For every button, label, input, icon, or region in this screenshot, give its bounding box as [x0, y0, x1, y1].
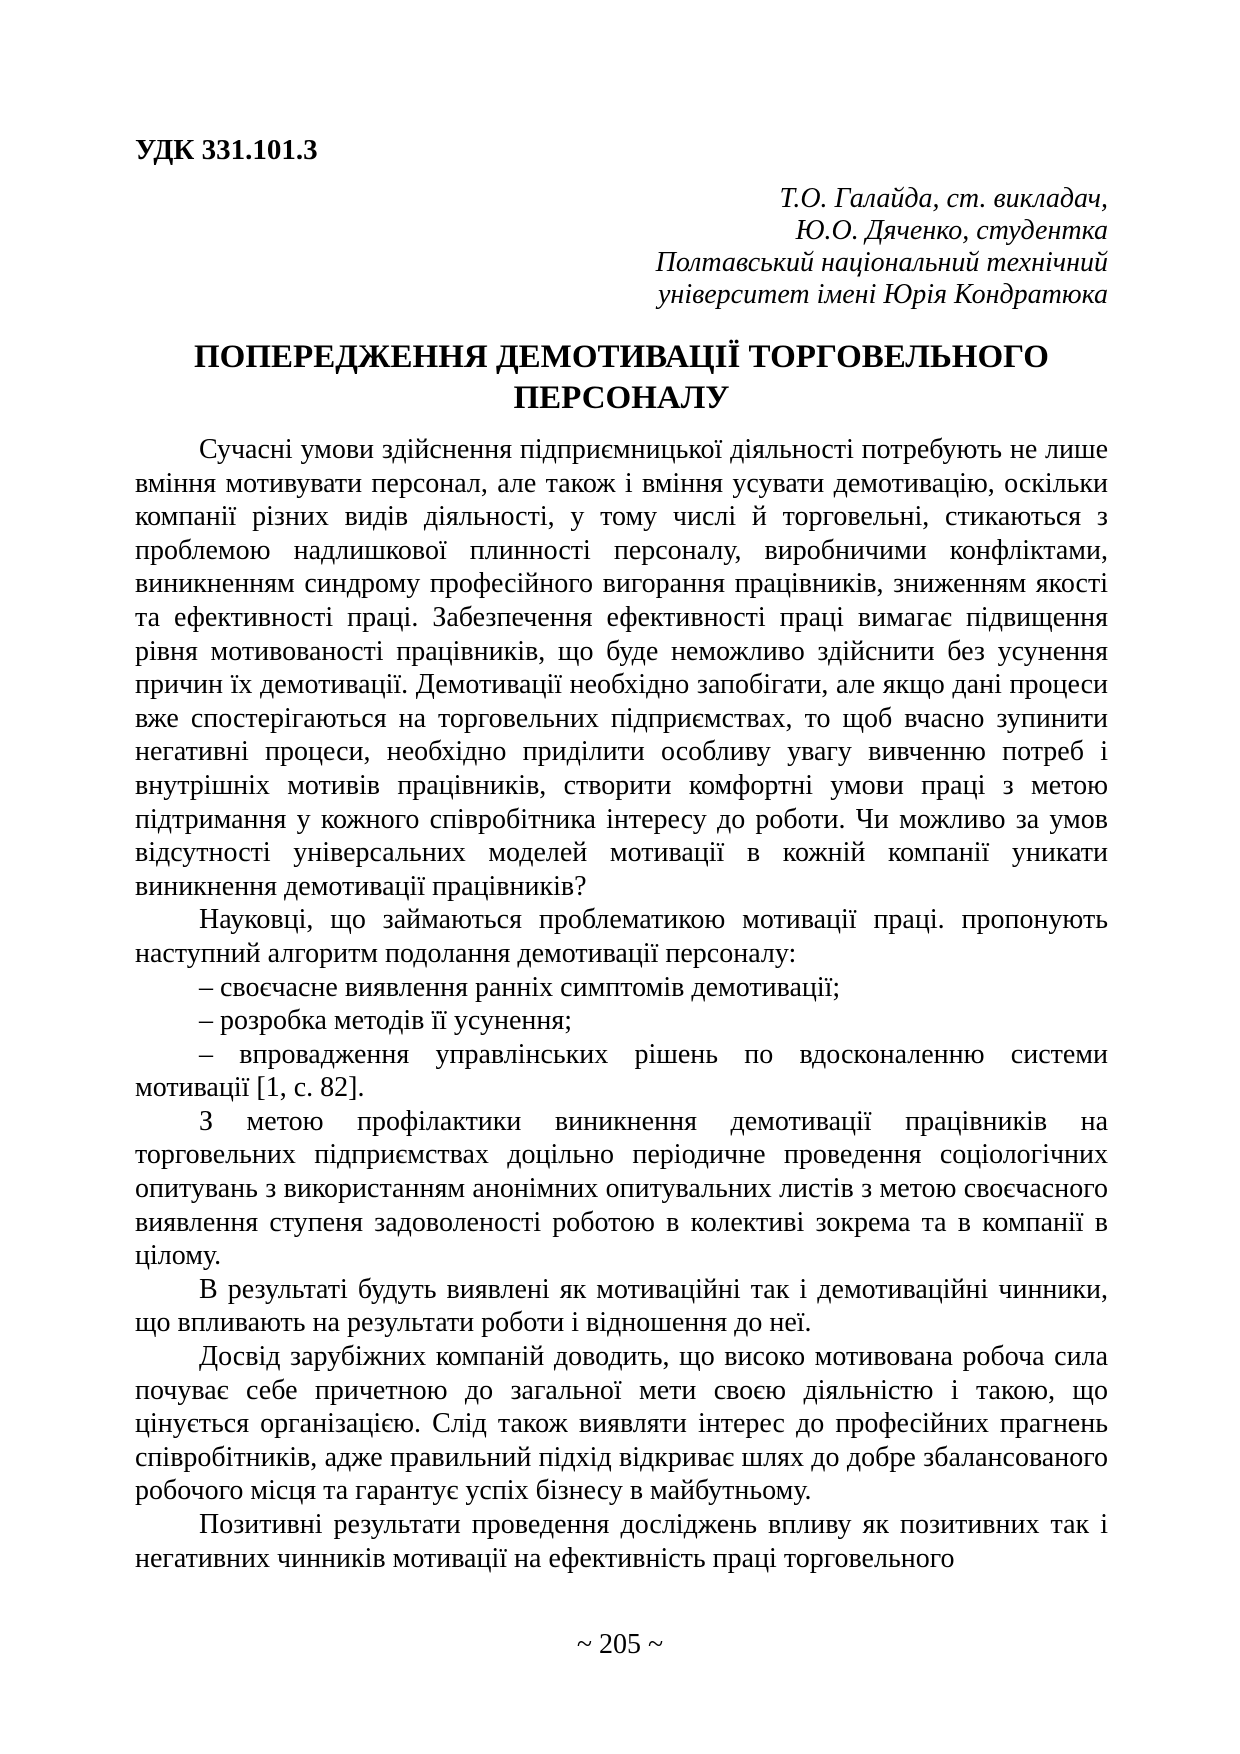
paragraph-intro: Сучасні умови здійснення підприємницької діяльності потребують не лише вміння мотивувати персонал, але також і вміння усувати демотивацію, оскільки компанії різних видів діяльності, у тому числі й торговельні, стикаються з проблемою надлишкової плинності персоналу, виробничими конфліктами, виникненням синдрому професійного вигорання працівників, зниженням якості та ефективності праці. Забезпечення ефективності праці вимагає підвищення рівня мотивованості працівників, що буде неможливо здійснити без усунення причин їх демотивації. Демотивації необхідно запобігати, але якщо дані процеси вже спостерігаються на торговельних підприємствах, то щоб вчасно зупинити негативні процеси, необхідно приділити особливу увагу вивченню потреб і внутрішніх мотивів працівників, створити комфортні умови праці з метою підтримання у кожного співробітника інтересу до роботи. Чи можливо за умов відсутності універсальних моделей мотивації в кожній компанії уникати виникнення демотивації працівників? [135, 434, 1108, 902]
paragraph-survey-results: В результаті будуть виявлені як мотиваційні так і демотиваційні чинники, що впливають на результати роботи і відношення до неї. [135, 1273, 1108, 1339]
paragraph-prevention-surveys: З метою профілактики виникнення демотивації працівників на торговельних підприємствах доцільно періодичне проведення соціологічних опитувань з використанням анонімних опитувальних листів з метою своєчасного виявлення ступеня задоволеності роботою в колективі зокрема та в компанії в цілому. [135, 1105, 1108, 1272]
udc-code: УДК 331.101.3 [135, 134, 318, 166]
byline-block [135, 183, 1108, 311]
author-line: Ю.О. Дяченко, студентка [795, 215, 1108, 246]
list-item-symptoms: – своєчасне виявлення ранніх симптомів демотивації; [199, 971, 841, 1003]
affiliation-line: університет імені Юрія Кондратюка [658, 279, 1108, 310]
paragraph-foreign-experience: Досвід зарубіжних компаній доводить, що високо мотивована робоча сила почуває себе причетною до загальної мети своєю діяльністю і такою, що цінується організацією. Слід також виявляти інтерес до професійних прагнень співробітників, адже правильний підхід відкриває шлях до добре збалансованого робочого місця та гарантує успіх бізнесу в майбутньому. [135, 1341, 1108, 1507]
affiliation-line: Полтавський національний технічний [655, 247, 1108, 278]
list-item-implementation: – впровадження управлінських рішень по вдосконаленню системи мотивації [1, с. 82]. [135, 1038, 1108, 1104]
list-item-methods: – розробка методів її усунення; [199, 1005, 573, 1037]
page-number: ~ 205 ~ [576, 1629, 664, 1660]
paragraph-scientists-algorithm: Науковці, що займаються проблематикою мотивації праці. пропонують наступний алгоритм подолання демотивації персоналу: [135, 904, 1108, 969]
article-body [135, 433, 1108, 1575]
author-line: Т.О. Галайда, ст. викладач, [779, 183, 1108, 214]
paragraph-positive-results: Позитивні результати проведення досліджень впливу як позитивних так і негативних чинників мотивації на ефективність праці торговельного [135, 1509, 1108, 1574]
article-title: ПОПЕРЕДЖЕННЯ ДЕМОТИВАЦІЇ ТОРГОВЕЛЬНОГО ПЕРСОНАЛУ [194, 339, 1049, 416]
